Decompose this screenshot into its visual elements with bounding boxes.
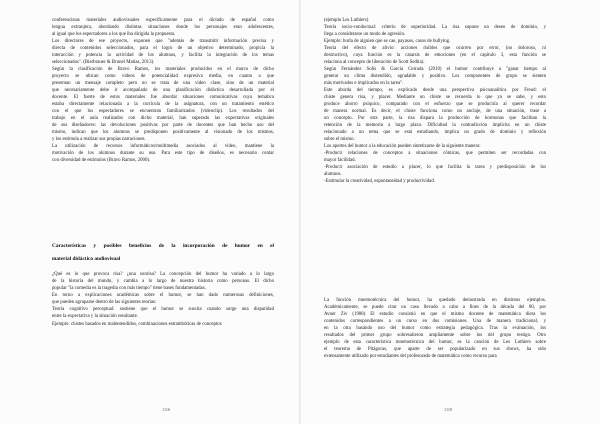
text-line: entre la expectativa y la situación resultante. <box>52 314 138 320</box>
heading-line: material didáctico audiovisual <box>52 255 121 262</box>
text-line: La utilización de recursos informáticos/multimedia asociados al video, mantiene la <box>52 143 274 149</box>
left-paragraph-1 <box>52 17 274 164</box>
text-line: Teoría socio-conductual: criterio de superioridad. La risa supone un deseo de dominio, y <box>324 24 546 30</box>
text-line: ¿Qué es lo que provoca risa? ¿una sonrisa? La concepción del humor ha variado a lo largo <box>52 272 274 278</box>
right-paragraph-1 <box>324 17 546 185</box>
text-line: Ejemplo: burla de alguien que se cae, payasos, casos de bullying. <box>324 38 451 44</box>
text-line: -Producir asociación de estudio a placer, lo que facilita la tarea y predisposición de los <box>324 164 546 170</box>
text-line: (ejemplo Les Luthiers) <box>324 17 369 23</box>
text-line: al igual que los espectadores a los que iba dirigida la propuesta. <box>52 31 176 37</box>
text-line: llega a considerarse un modo de agresión. <box>324 31 406 37</box>
text-line: La función mnemotécnica del humor, ha quedado demostrada en distintos ejemplos. <box>324 297 546 303</box>
text-line: que necesariamente debe ir acompañado de una planificación didáctica desarrollada por el <box>52 87 274 93</box>
text-line: mayor facilidad. <box>324 157 356 163</box>
text-line: retención de la memoria a largo plazo. Dificultad la contradicción implícita en un chiste <box>324 122 546 128</box>
text-line: un concepto. Por otra parte, la risa dispara la producción de hormonas que facilitan la <box>324 115 546 121</box>
text-line: Este aborda del tiempo, es explicado desde una perspectiva psicoanalítica por Freud: el <box>324 87 546 93</box>
text-line: generar un clima distendido, agradable y positivo. Los componentes de grupo se sienten <box>324 73 546 79</box>
text-line: relaciona al concepto de liberación de Scott Sedita). <box>324 59 425 65</box>
text-line: seleccionados". (Bierbrauer & Brunel Matías, 2013). <box>52 59 155 65</box>
right-paragraph-2 <box>324 297 546 360</box>
text-line: presentan un mensaje completo pero no se trata de una video clase, sino de un material <box>52 80 274 86</box>
text-line: directa de contenidos seleccionados, para el logro de un objetivo determinado, propicia la <box>52 45 274 51</box>
text-line: interacción y potencia la actividad de los alumnos, y facilita la integración de los temas <box>52 52 274 58</box>
text-line: mismo, indican que los alumnos se predisponen positivamente al visionado de los mismos, <box>52 129 274 135</box>
text-line: Teoría del efecto de alivio: acciones risibles que ocurren por error, (no doloroso, ni <box>324 45 546 51</box>
page-number-right: 1118 <box>444 407 453 412</box>
text-line: en la otra basándo uso del humor como estrategia pedagógica. Tras la evaluación, los <box>324 325 546 331</box>
text-line: Avner Ziv (1988) El estudio consistió en que el mismo docente de matemática diera los <box>324 311 546 317</box>
text-line: más motivados e implicados en la tarea". <box>324 80 404 86</box>
section-heading <box>52 240 274 265</box>
text-line: Los aportes del humor a la educación pueden sintetizarse de la siguiente manera: <box>324 143 481 149</box>
left-paragraph-2 <box>52 271 274 327</box>
text-line: chiste genera risa, y placer. Mediante un chiste se recuerda lo que ya se sabe, y esto <box>324 94 546 100</box>
text-line: de la historia del mundo, y cambia a lo largo de nuestra historia como personas. El dicho <box>52 279 274 285</box>
text-line: relacionado a un tema que se está estudiando, implica un grado de dominio y reflexión <box>324 129 546 135</box>
text-line: En torno a explicaciones académicas sobre el humor, se han dado numerosas definiciones, <box>52 293 274 299</box>
text-line: conferencistas materiales audiovisuales específicamente para el dictado de español como <box>52 17 274 23</box>
heading-line: Características y posibles beneficios de la incorporación de humor en el <box>52 243 274 249</box>
text-line: y los estimula a realizar sus propias narraciones. <box>52 136 146 142</box>
text-line: Académicamente, se puede citar un caso llevado a cabo a fines de la década del 80, por <box>324 304 546 310</box>
text-line: popular "la comedia es la tragedia con más tiempo" tiene bases fundamentadas. <box>52 286 206 292</box>
text-line: Según la clasificación de Bravo Ramos, los materiales producidos en el marco de dicho <box>52 66 274 72</box>
text-line: estaba directamente relacionada a la currícula de la asignatura, con un tratamiento estético <box>52 101 274 107</box>
text-line: de manera normal. Es decir, el chiste funciona como un anclaje, de una situación, trase a <box>324 108 546 114</box>
text-line: que pueden agruparse dentro de las siguientes teorías: <box>52 300 157 306</box>
text-line: Ejemplo: chistes basados en malentendidos, combinaciones estrambóticas de conceptos <box>52 321 222 327</box>
text-line: -Estimular la creatividad, espontaneidad y productividad. <box>324 178 435 184</box>
text-line: con el que los espectadores se encuentran familiarizados (videoclip). Los resultados del <box>52 108 274 114</box>
text-line: resultados del primer grupo sobresalieron ampliamente sobre los del grupo testigo. Otro <box>324 332 546 338</box>
text-line: sobre el mismo. <box>324 136 355 142</box>
text-line: lengua extranjera, abordando distintas situaciones donde los personajes eran adolescentes, <box>52 24 274 30</box>
text-line: Según Fernández Solís & García Cerrada (2010) el humor contribuye a "ganar tiempo al <box>324 66 546 72</box>
text-line: con diversidad de estímulos (Bravo Ramos, 2000). <box>52 157 151 163</box>
text-line: contenidos correspondientes a un curso en dos comisiones. Una de manera tradicional, y <box>324 318 546 324</box>
page-number-left: 1116 <box>162 407 171 412</box>
text-line: el teorema de Pitágoras, que aparte de ser popularizado en sus shows, ha sido <box>324 346 546 352</box>
text-line: docente. El fuerte de estos materiales fue abordar situaciones comunicativas cuya temática <box>52 94 274 100</box>
text-line: produce ahorro psíquico, comparado con el esfuerzo que se produciría al querer recordar <box>324 101 546 107</box>
text-line: ejemplo de esta característica mnemotécnica del humor, es la canción de Les Luthiers sobre <box>324 339 546 345</box>
text-line: destructivo), cuya función es la catarsis de emociones (en el capítulo 3, esta función se <box>324 52 546 58</box>
text-line: extensamente utilizado por estudiantes del profesorado de matemática como recurso para <box>324 353 497 359</box>
text-line: proyecto se ubican como videos de potencialidad expresiva media, en cuanto a que <box>52 73 274 79</box>
text-line: alumnos. <box>324 171 342 177</box>
text-line: motivación de los alumnos durante su uso. Para este tipo de diseños, es necesario contar <box>52 150 274 156</box>
text-line: -Producir relaciones de conceptos a situaciones cómicas, que permiten ser recordadas con <box>324 150 546 156</box>
text-line: Los directores de ese proyecto, exponen que "además de transmitir información precisa y <box>52 38 274 44</box>
text-line: Teoría cognitivo perceptual: sostiene que el humor se suscita cuando surge una disparidad <box>52 307 274 313</box>
text-line: de sus diseñadores: las devoluciones positivas por parte de docentes que han hecho uso del <box>52 122 274 128</box>
text-line: trabajo en el aula realizados con dicho material, han superado las expectativas originales <box>52 115 274 121</box>
right-page <box>300 0 600 424</box>
